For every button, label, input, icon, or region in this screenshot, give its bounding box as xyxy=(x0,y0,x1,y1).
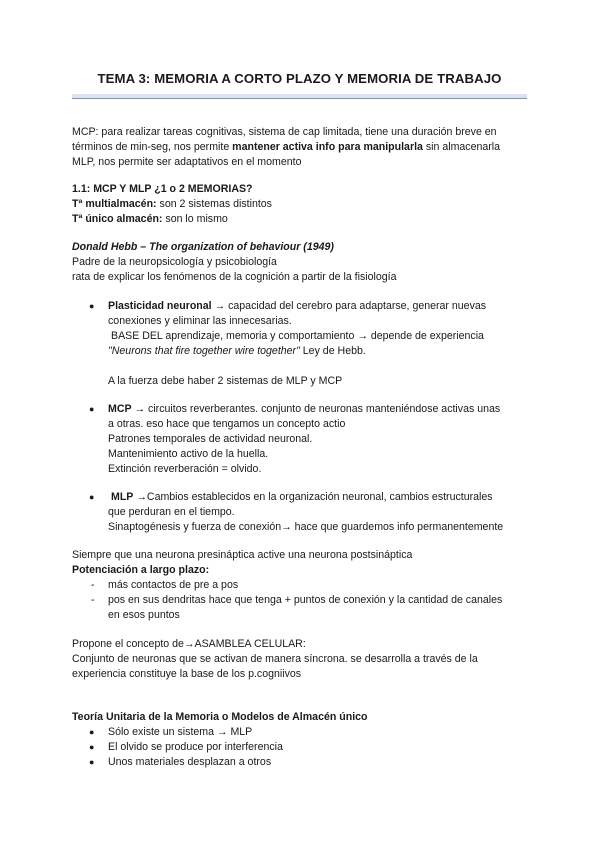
unitaria-section xyxy=(72,710,528,725)
list-item: ● Unos materiales desplazan a otros xyxy=(89,756,272,768)
bullet-1-label: Plasticidad neuronal xyxy=(108,300,212,312)
ltp-heading: Potenciación a largo plazo: xyxy=(72,564,210,576)
bullet-icon: ● xyxy=(89,742,95,752)
asamblea-line-2: Conjunto de neuronas que se activan de manera síncrona. se desarrolla a través de la xyxy=(72,653,478,665)
ltp-item-1: - más contactos de pre a pos xyxy=(91,579,239,591)
ltp-section xyxy=(72,548,528,623)
page-title: TEMA 3: MEMORIA A CORTO PLAZO Y MEMORIA DE TRABAJO xyxy=(97,71,502,86)
theory-unico: Tª único almacén: son lo mismo xyxy=(72,213,228,225)
section-1-1-heading: 1.1: MCP Y MLP ¿1 o 2 MEMORIAS? xyxy=(72,183,253,195)
intro-line-2: términos de min-seg, nos permite mantener activa info para manipularla sin almacenarla xyxy=(72,141,501,153)
bullet-icon: ● xyxy=(89,404,95,414)
hebb-line-2: rata de explicar los fenómenos de la cognición a partir de la fisiología xyxy=(72,271,397,283)
bullet-icon: ● xyxy=(89,727,95,737)
theory-multialmacen: Tª multialmacén: son 2 sistemas distintos xyxy=(72,198,272,210)
asamblea-line-3: experiencia constituye la base de los p.cogniivos xyxy=(72,668,302,680)
bullet-icon: ● xyxy=(89,301,95,311)
bullet-plasticidad: ● Plasticidad neuronal → capacidad del cerebro para adaptarse, generar nuevas conexiones y eliminar las innecesarias. BASE DEL aprendizaje, memoria y comportamiento → depende de experiencia "Neurons that fire together wire together" Ley de Hebb. A la fuerza debe haber 2 sistemas de MLP y MCP xyxy=(89,300,487,387)
unitaria-list xyxy=(72,725,528,770)
intro-paragraph xyxy=(72,125,528,170)
list-item: ● Sólo existe un sistema → MLP xyxy=(89,726,253,738)
bullet-3-label: MLP xyxy=(111,491,134,503)
title-block xyxy=(72,68,527,92)
bullet-icon: ● xyxy=(89,757,95,767)
bullet-mlp: ● MLP →Cambios establecidos en la organización neuronal, cambios estructurales que perduran en el tiempo. Sinaptogénesis y fuerza de conexión→ hace que guardemos info permanentemente xyxy=(89,491,504,533)
intro-emphasis: mantener activa info para manipularla xyxy=(232,141,423,153)
title-underline xyxy=(72,94,527,99)
intro-line-1: MCP: para realizar tareas cognitivas, sistema de cap limitada, tiene una duración breve en xyxy=(72,126,497,138)
list-item: ● El olvido se produce por interferencia xyxy=(89,741,283,753)
hebb-line-1: Padre de la neuropsicología y psicobiología xyxy=(72,256,277,268)
asamblea-section xyxy=(72,637,528,682)
section-1-1 xyxy=(72,182,528,227)
ltp-item-2: - pos en sus dendritas hace que tenga + puntos de conexión y la cantidad de canales en esos puntos xyxy=(91,594,503,621)
unitaria-heading: Teoría Unitaria de la Memoria o Modelos de Almacén único xyxy=(72,711,368,723)
hebb-heading: Donald Hebb – The organization of behaviour (1949) xyxy=(72,241,334,253)
ltp-intro: Siempre que una neurona presináptica active una neurona postsináptica xyxy=(72,549,413,561)
bullet-mcp: ● MCP → circuitos reverberantes. conjunto de neuronas manteniéndose activas unas a otras. eso hace que tengamos un concepto actio Patrones temporales de actividad neuronal. Mantenimiento activo de la huella. Extinción reverberación = olvido. xyxy=(89,403,501,475)
asamblea-line-1: Propone el concepto de→ASAMBLEA CELULAR: xyxy=(72,638,306,650)
bullet-icon: ● xyxy=(89,492,95,502)
intro-line-3: MLP, nos permite ser adaptativos en el momento xyxy=(72,156,302,168)
bullet-2-label: MCP xyxy=(108,403,132,415)
hebb-quote: "Neurons that fire together wire together" xyxy=(108,345,300,357)
hebb-section xyxy=(72,240,528,285)
